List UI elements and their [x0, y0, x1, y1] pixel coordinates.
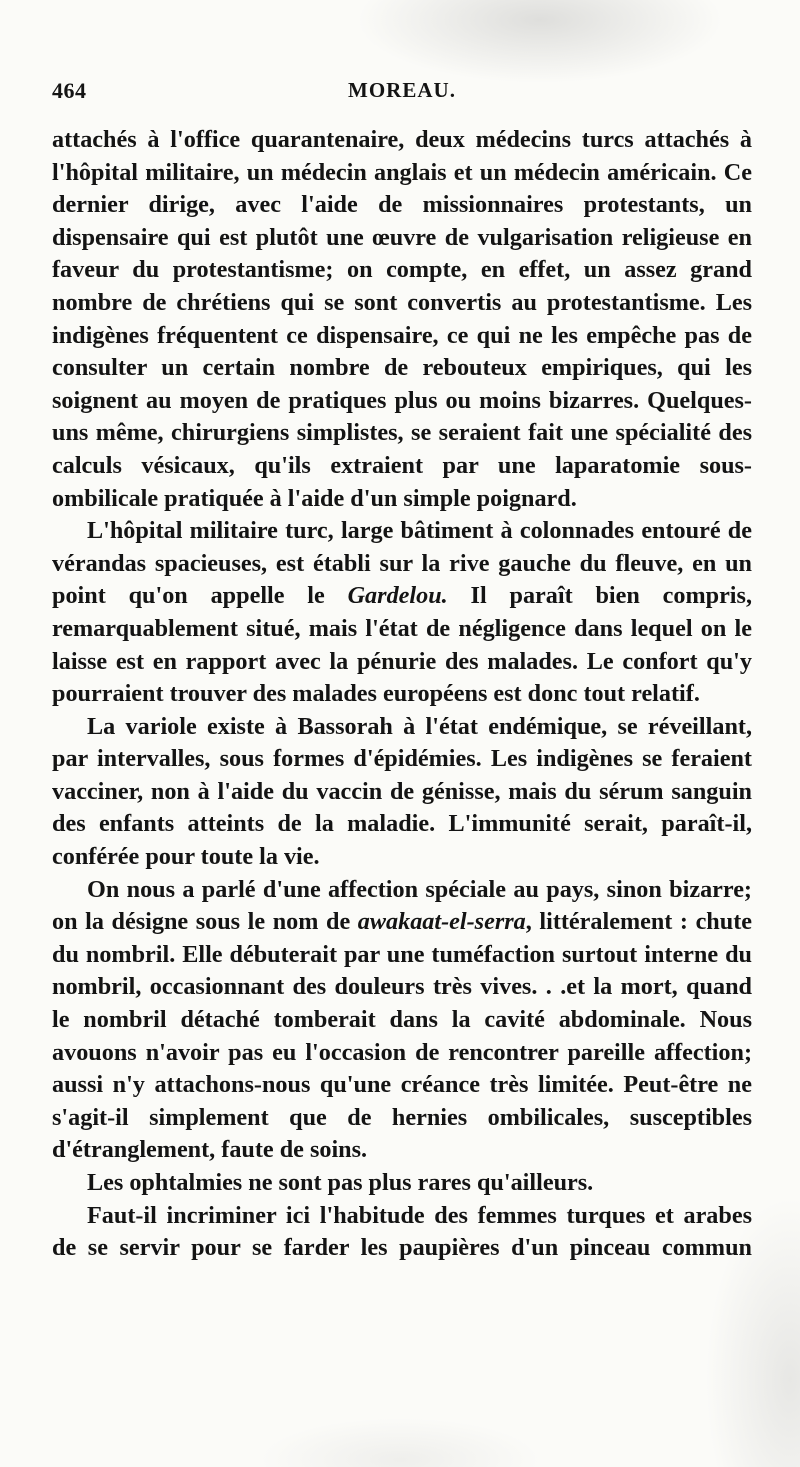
- paragraph-2-text-b: Il paraît bien compris, remarquablement situé, mais l'état de négligence dans lequel on le laisse est en rapport avec la pénurie des malades. Le confort qu'y pourraient trouver des malades européens est donc tout relatif.: [52, 582, 752, 708]
- disease-name-italic: awakaat-el-serra: [357, 908, 526, 936]
- place-name-italic: Gardelou.: [347, 582, 448, 610]
- paragraph-4-text-a: On nous a parlé d'une affection spéciale au pays, sinon bizarre; on la désigne sous le nom de: [52, 875, 752, 936]
- page-number: 464: [52, 78, 87, 103]
- paragraph-3: La variole existe à Bassorah à l'état endémique, se réveillant, par intervalles, sous formes d'épidémies. Les indigènes se feraient vacciner, non à l'aide du vaccin de génisse, mais du sérum sanguin des enfants atteints de la maladie. L'immunité serait, paraît-il, conférée pour toute la vie.: [52, 712, 752, 871]
- paragraph-2: [52, 515, 752, 711]
- paragraph-5: Les ophtalmies ne sont pas plus rares qu'ailleurs.: [87, 1169, 594, 1196]
- body-text: [52, 124, 752, 1265]
- paragraph-2-text-a: L'hôpital militaire turc, large bâtiment à colonnades entouré de vérandas spacieuses, est établi sur la rive gauche du fleuve, en un point qu'on appelle le: [52, 517, 752, 610]
- running-head: MOREAU.: [348, 78, 456, 102]
- paragraph-6: Faut-il incriminer ici l'habitude des femmes turques et arabes de se servir pour se farder les paupières d'un pinceau commun: [52, 1201, 752, 1262]
- paragraph-1: attachés à l'office quarantenaire, deux médecins turcs attachés à l'hôpital militaire, un médecin anglais et un médecin américain. Ce dernier dirige, avec l'aide de missionnaires protestants, un dispensaire qui est plutôt une œuvre de vulgarisation religieuse en faveur du protestantisme; on compte, en effet, un assez grand nombre de chrétiens qui se sont convertis au protestantisme. Les indigènes fréquentent ce dispensaire, ce qui ne les empêche pas de consulter un certain nombre de rebouteux empiriques, qui les soignent au moyen de pratiques plus ou moins bizarres. Quelques-uns même, chirurgiens simplistes, se seraient fait une spécialité des calculs vésicaux, qu'ils extraient par une laparatomie sous-ombilicale pratiquée à l'aide d'un simple poignard.: [52, 126, 752, 512]
- paragraph-4-text-b: , littéralement : chute du nombril. Elle débuterait par une tuméfaction surtout interne du nombril, occasionnant des douleurs très vives. . .et la mort, quand le nombril détaché tomberait dans la cavité abdominale. Nous avouons n'avoir pas eu l'occasion de rencontrer pareille affection; aussi n'y attachons-nous qu'une créance très limitée. Peut-être ne s'agit-il simplement que de hernies ombilicales, susceptibles d'étranglement, faute de soins.: [52, 908, 752, 1164]
- page-header: [52, 78, 752, 112]
- paragraph-4: [52, 874, 752, 1167]
